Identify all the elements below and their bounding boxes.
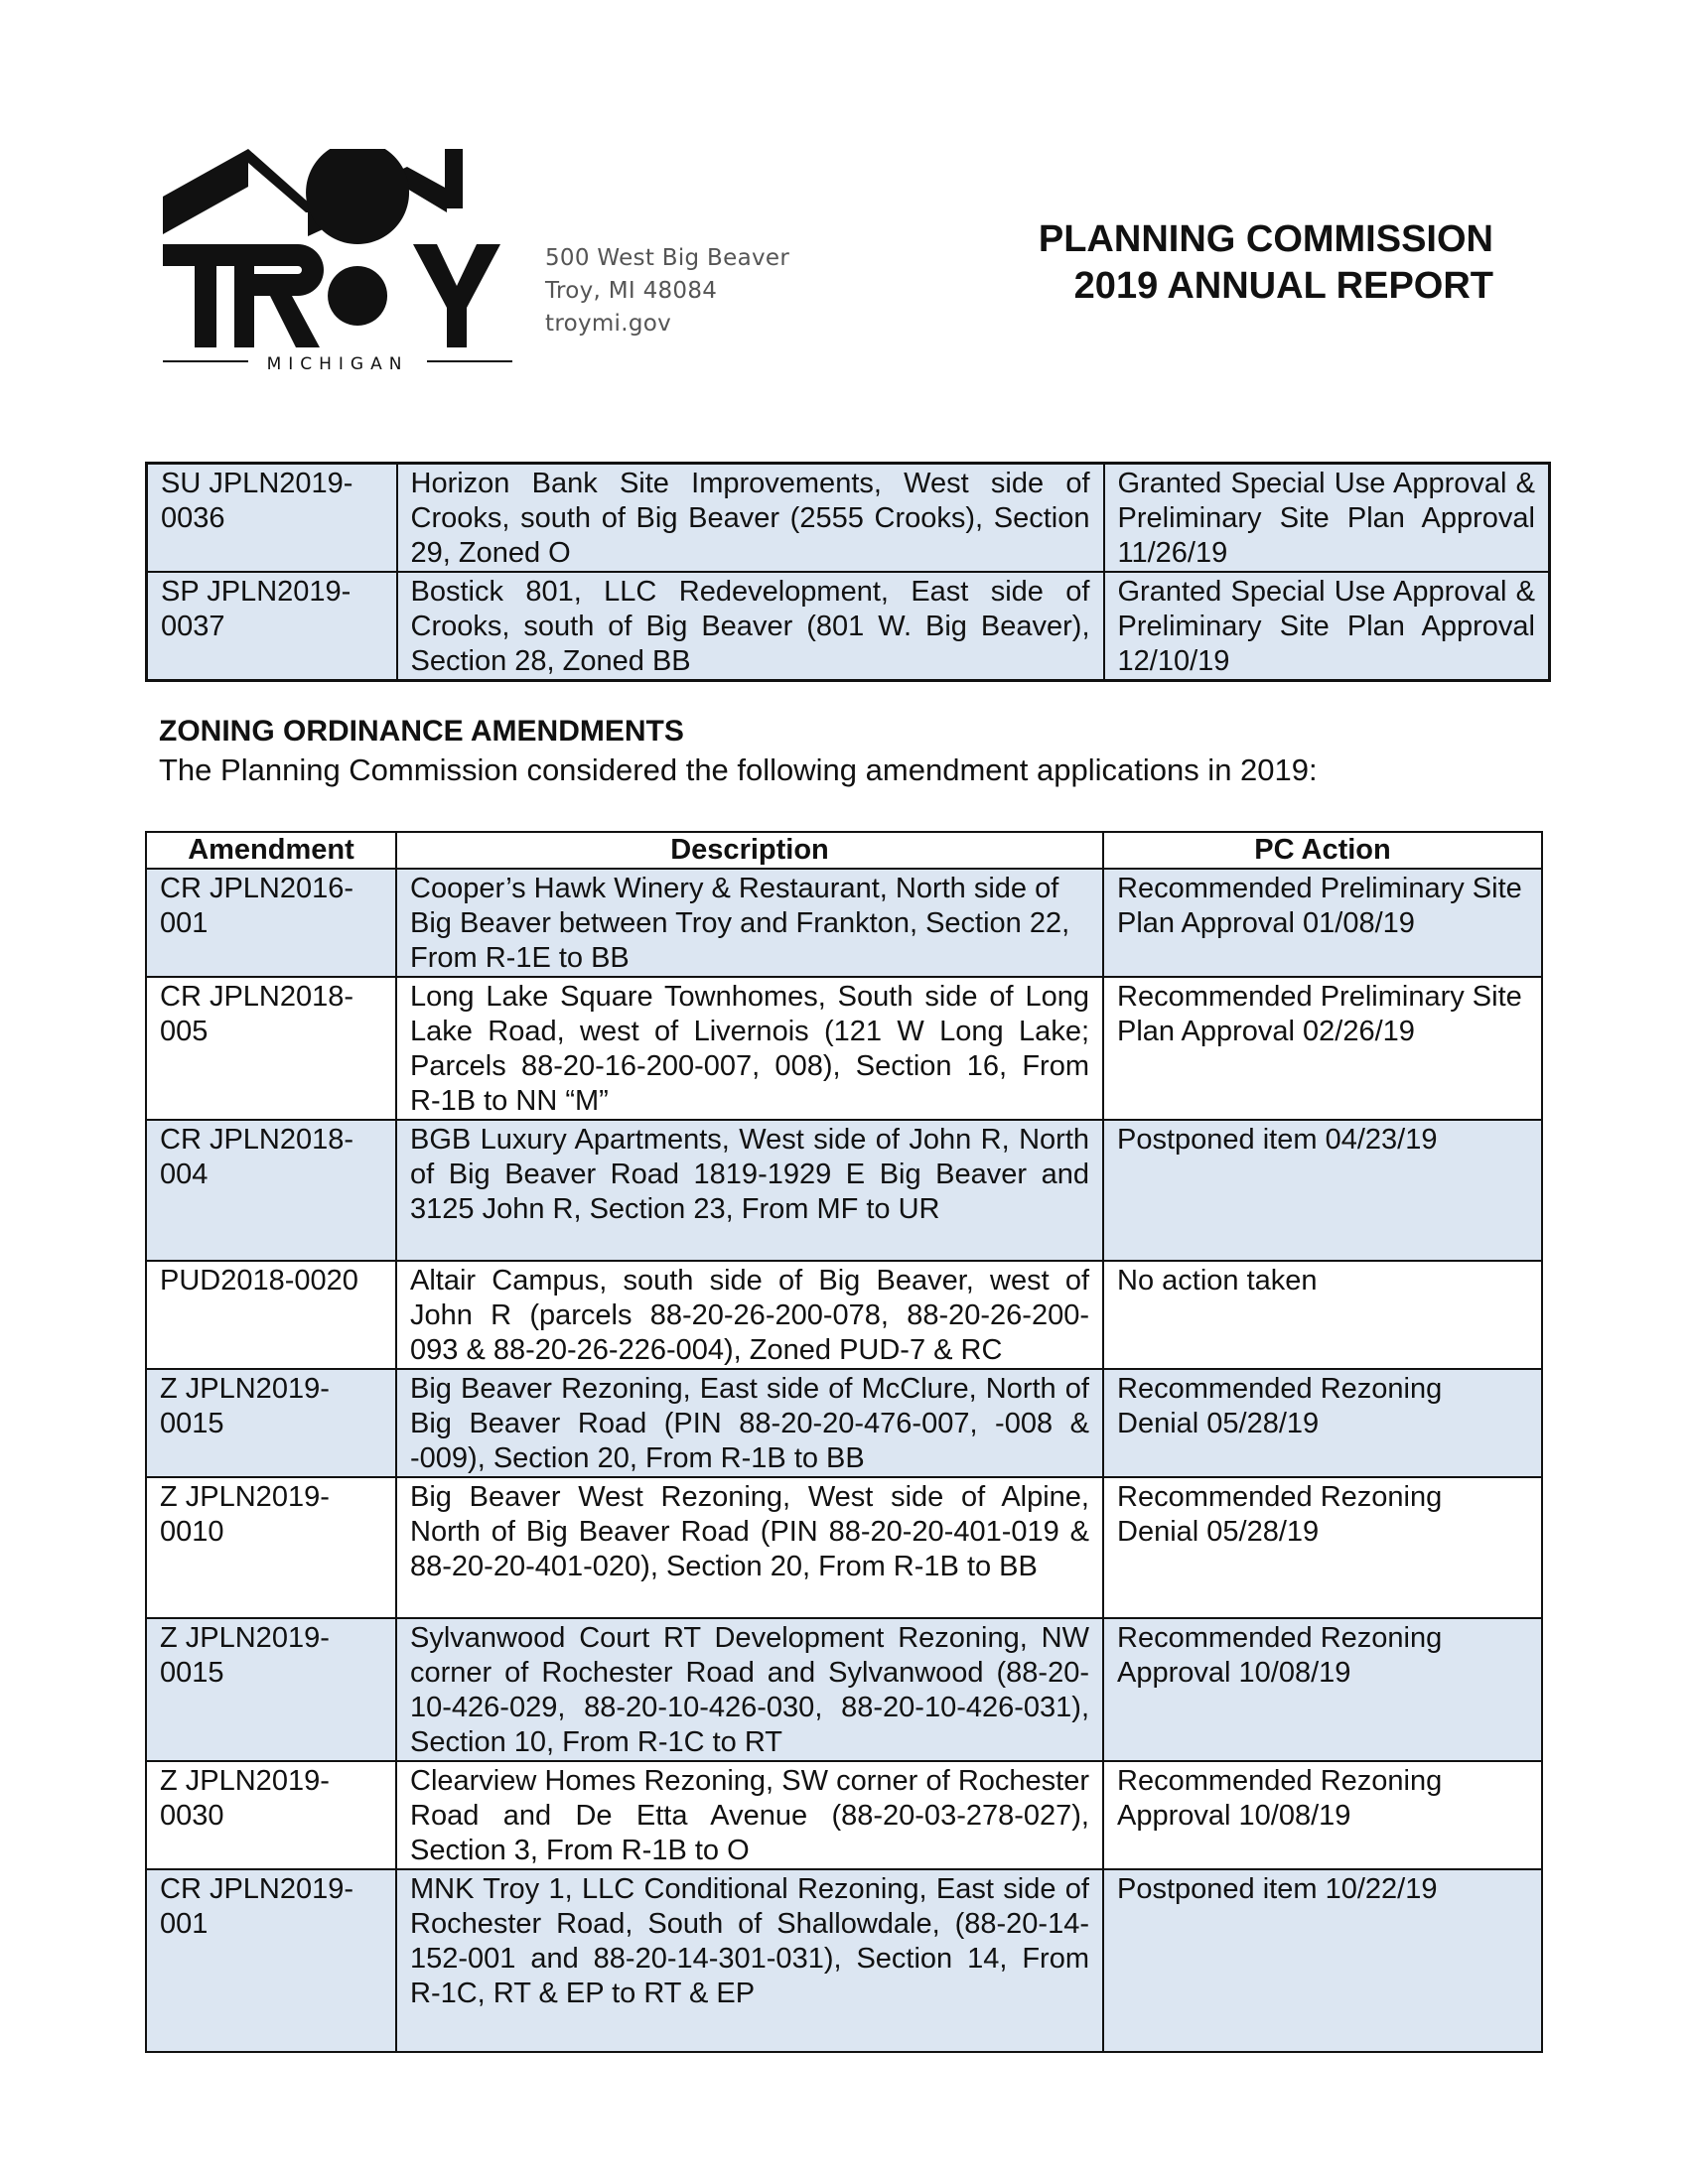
amendment-id: Z JPLN2019-0015	[146, 1618, 396, 1761]
amendment-description: BGB Luxury Apartments, West side of John R, North of Big Beaver Road 1819-1929 E Big Beaver and 3125 John R, Section 23, From MF to UR	[396, 1120, 1103, 1261]
column-header-amendment: Amendment	[146, 832, 396, 869]
amendment-id: CR JPLN2018-004	[146, 1120, 396, 1261]
table-row	[147, 464, 1550, 573]
troy-logo	[159, 149, 516, 377]
table-row	[146, 869, 1542, 977]
application-id: SU JPLN2019-0036	[147, 464, 397, 573]
amendment-description: Big Beaver West Rezoning, West side of Alpine, North of Big Beaver Road (PIN 88-20-20-401-019 & 88-20-20-401-020), Section 20, From R-1B to BB	[396, 1477, 1103, 1618]
letterhead-address	[545, 242, 789, 341]
amendment-action: Postponed item 04/23/19	[1103, 1120, 1542, 1261]
amendment-action: Recommended Rezoning Approval 10/08/19	[1103, 1761, 1542, 1869]
table-row	[146, 1120, 1542, 1261]
website-text: troymi.gov	[545, 311, 672, 337]
amendments-table	[145, 831, 1543, 2053]
amendment-id: Z JPLN2019-0010	[146, 1477, 396, 1618]
amendment-description: Clearview Homes Rezoning, SW corner of Rochester Road and De Etta Avenue (88-20-03-278-027), Section 3, From R-1B to O	[396, 1761, 1103, 1869]
report-title-line-2: 2019 ANNUAL REPORT	[1073, 265, 1493, 307]
special-use-table	[145, 462, 1551, 682]
amendment-action: Recommended Rezoning Denial 05/28/19	[1103, 1477, 1542, 1618]
table-row	[146, 1761, 1542, 1869]
amendment-id: Z JPLN2019-0015	[146, 1369, 396, 1477]
amendment-description: Long Lake Square Townhomes, South side of Long Lake Road, west of Livernois (121 W Long Lake; Parcels 88-20-16-200-007, 008), Section 16, From R-1B to NN “M”	[396, 977, 1103, 1120]
amendment-action: Recommended Rezoning Denial 05/28/19	[1103, 1369, 1542, 1477]
table-header-row	[146, 832, 1542, 869]
application-action: Granted Special Use Approval & Preliminary Site Plan Approval 12/10/19	[1104, 572, 1550, 681]
amendment-action: Recommended Rezoning Approval 10/08/19	[1103, 1618, 1542, 1761]
table-row	[146, 977, 1542, 1120]
amendment-id: CR JPLN2018-005	[146, 977, 396, 1120]
address-line-1: 500 West Big Beaver	[545, 245, 790, 271]
logo-subtext: MICHIGAN	[266, 354, 409, 374]
amendment-action: Postponed item 10/22/19	[1103, 1869, 1542, 2052]
table-row	[146, 1869, 1542, 2052]
table-row	[146, 1261, 1542, 1369]
amendment-id: PUD2018-0020	[146, 1261, 396, 1369]
table-row	[146, 1618, 1542, 1761]
amendment-id: CR JPLN2016-001	[146, 869, 396, 977]
table-row	[146, 1369, 1542, 1477]
address-line-2: Troy, MI 48084	[545, 278, 718, 304]
application-description: Bostick 801, LLC Redevelopment, East side of Crooks, south of Big Beaver (801 W. Big Beaver), Section 28, Zoned BB	[397, 572, 1104, 681]
amendment-description: Big Beaver Rezoning, East side of McClure, North of Big Beaver Road (PIN 88-20-20-476-007, -008 & -009), Section 20, From R-1B to BB	[396, 1369, 1103, 1477]
table-row	[147, 572, 1550, 681]
amendment-action: Recommended Preliminary Site Plan Approval 01/08/19	[1103, 869, 1542, 977]
amendment-description: Altair Campus, south side of Big Beaver, west of John R (parcels 88-20-26-200-078, 88-20-26-200-093 & 88-20-26-226-004), Zoned PUD-7 & RC	[396, 1261, 1103, 1369]
column-header-description: Description	[396, 832, 1103, 869]
amendment-action: Recommended Preliminary Site Plan Approval 02/26/19	[1103, 977, 1542, 1120]
report-title	[1039, 216, 1493, 310]
amendment-id: Z JPLN2019-0030	[146, 1761, 396, 1869]
table-row	[146, 1477, 1542, 1618]
amendment-description: Sylvanwood Court RT Development Rezoning, NW corner of Rochester Road and Sylvanwood (88-20-10-426-029, 88-20-10-426-030, 88-20-10-426-031), Section 10, From R-1C to RT	[396, 1618, 1103, 1761]
report-title-line-1: PLANNING COMMISSION	[1038, 218, 1493, 260]
section-intro: The Planning Commission considered the following amendment applications in 2019:	[159, 752, 1318, 787]
amendment-id: CR JPLN2019-001	[146, 1869, 396, 2052]
application-action: Granted Special Use Approval & Preliminary Site Plan Approval 11/26/19	[1104, 464, 1550, 573]
section-heading: ZONING ORDINANCE AMENDMENTS	[159, 715, 684, 748]
amendment-description: MNK Troy 1, LLC Conditional Rezoning, East side of Rochester Road, South of Shallowdale, (88-20-14-152-001 and 88-20-14-301-031), Section 14, From R-1C, RT & EP to RT & EP	[396, 1869, 1103, 2052]
application-id: SP JPLN2019-0037	[147, 572, 397, 681]
application-description: Horizon Bank Site Improvements, West side of Crooks, south of Big Beaver (2555 Crooks), Section 29, Zoned O	[397, 464, 1104, 573]
amendment-action: No action taken	[1103, 1261, 1542, 1369]
amendment-description: Cooper’s Hawk Winery & Restaurant, North side of Big Beaver between Troy and Frankton, Section 22, From R-1E to BB	[396, 869, 1103, 977]
column-header-pc-action: PC Action	[1103, 832, 1542, 869]
